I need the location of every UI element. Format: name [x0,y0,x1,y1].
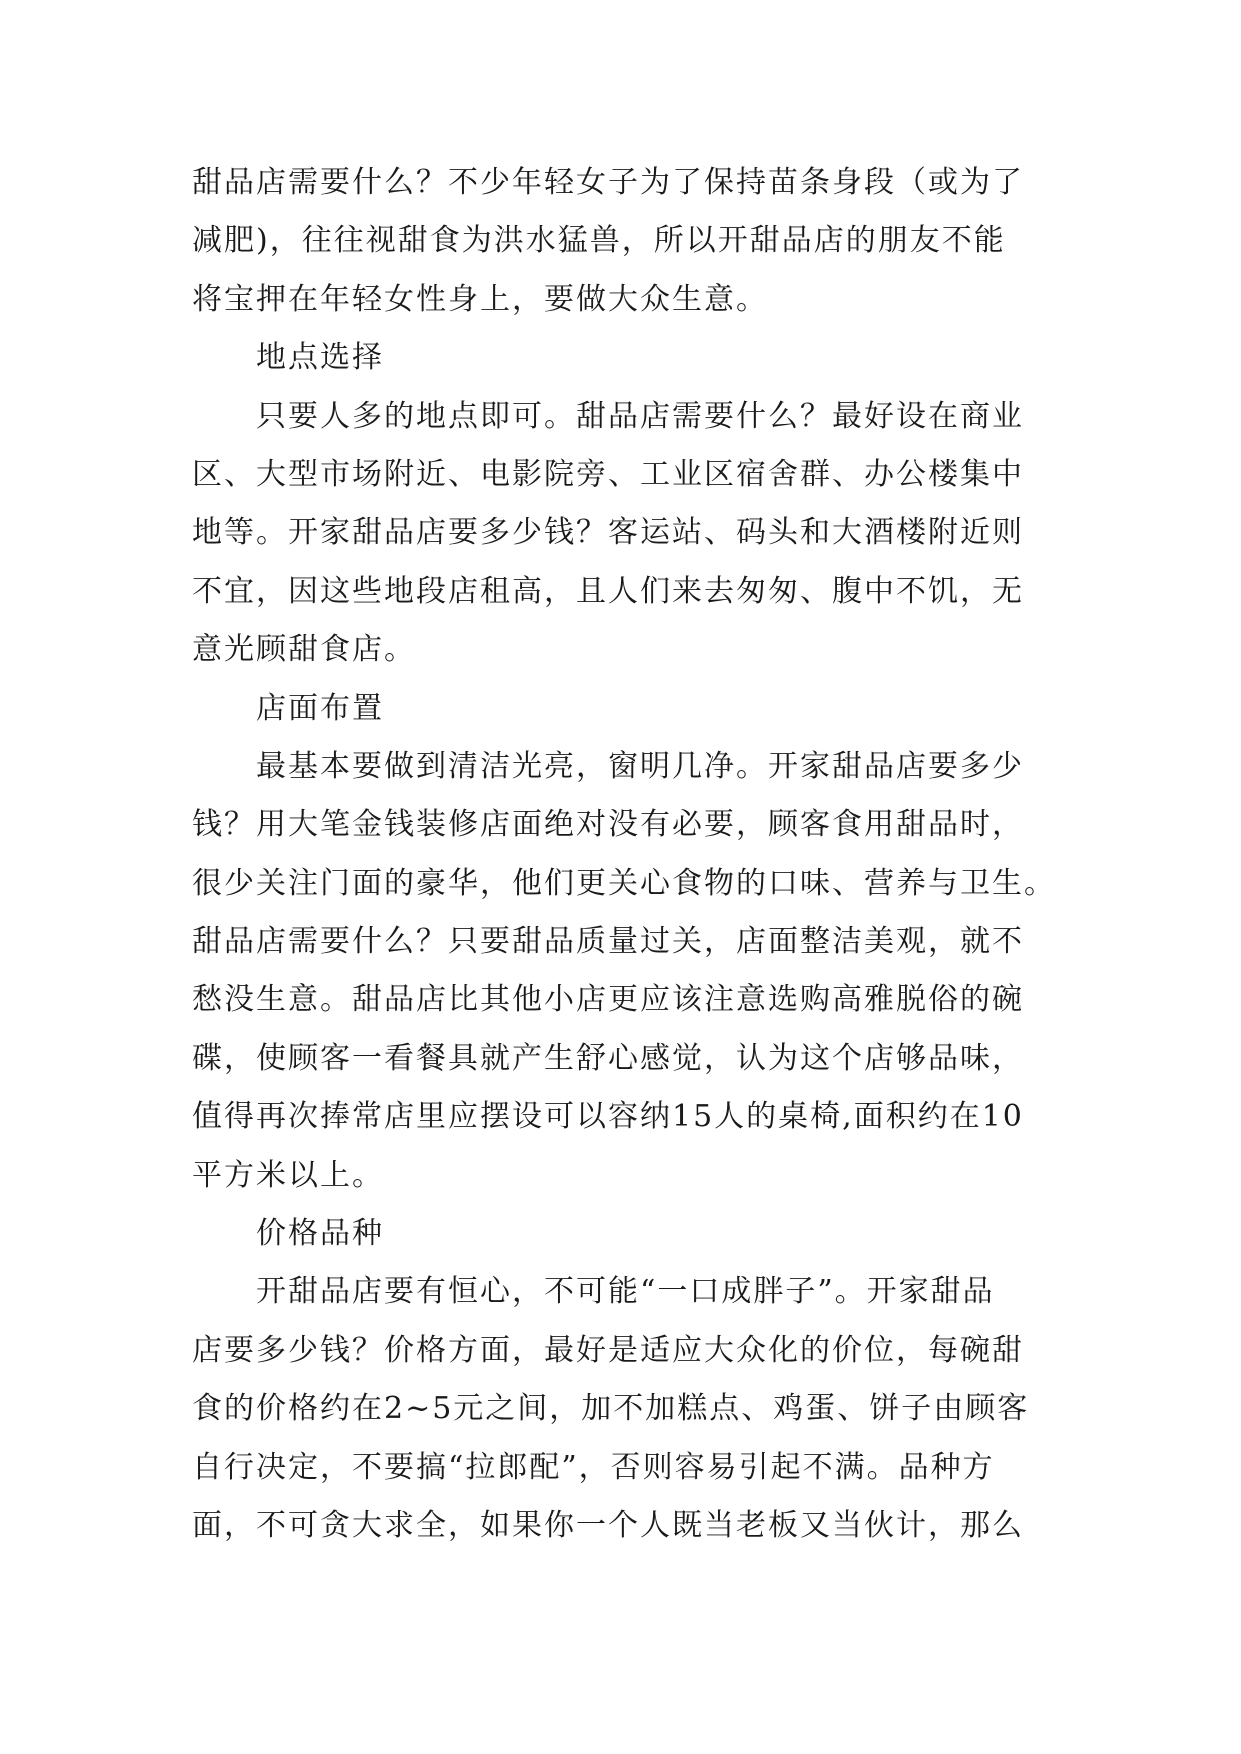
text-line: 甜品店需要什么？不少年轻女子为了保持苗条身段（或为了 [192,165,1024,200]
text-line: 自行决定，不要搞“拉郎配”，否则容易引起不满。品种方 [192,1449,995,1485]
text-line: 价格品种 [256,1216,384,1252]
text-line: 不宜，因这些地段店租高，且人们来去匆匆、腹中不饥，无 [192,573,1024,609]
text-line: 店面布置 [256,690,384,726]
text-line: 店要多少钱？价格方面，最好是适应大众化的价位，每碗甜 [192,1332,1024,1368]
text-line: 甜品店需要什么？只要甜品质量过关，店面整洁美观，就不 [192,924,1024,960]
text-line: 最基本要做到清洁光亮，窗明几净。开家甜品店要多少 [256,748,1024,784]
text-line: 开甜品店要有恒心，不可能“一口成胖子”。开家甜品 [256,1274,995,1310]
text-line: 很少关注门面的豪华，他们更关心食物的口味、营养与卫生。 [192,865,1056,901]
document-body [192,154,1054,1555]
text-line: 减肥)，往往视甜食为洪水猛兽，所以开甜品店的朋友不能 [192,223,1006,259]
text-line: 食的价格约在2~5元之间，加不加糕点、鸡蛋、饼子由顾客 [192,1391,1030,1427]
text-line: 平方米以上。 [192,1157,384,1193]
text-line: 将宝押在年轻女性身上，要做大众生意。 [192,281,768,317]
text-line: 地等。开家甜品店要多少钱？客运站、码头和大酒楼附近则 [192,515,1024,551]
text-line: 钱？用大笔金钱装修店面绝对没有必要，顾客食用甜品时， [192,807,1024,843]
text-line: 地点选择 [256,340,384,376]
text-line: 面，不可贪大求全，如果你一个人既当老板又当伙计，那么 [192,1507,1024,1543]
text-line: 碟，使顾客一看餐具就产生舒心感觉，认为这个店够品味， [192,1040,1024,1076]
text-line: 区、大型市场附近、电影院旁、工业区宿舍群、办公楼集中 [192,456,1024,492]
text-line: 意光顾甜食店。 [192,632,416,668]
text-line: 只要人多的地点即可。甜品店需要什么？最好设在商业 [256,398,1024,434]
text-line: 值得再次捧常店里应摆设可以容纳15人的桌椅,面积约在10 [192,1099,1024,1135]
text-line: 愁没生意。甜品店比其他小店更应该注意选购高雅脱俗的碗 [192,982,1024,1018]
